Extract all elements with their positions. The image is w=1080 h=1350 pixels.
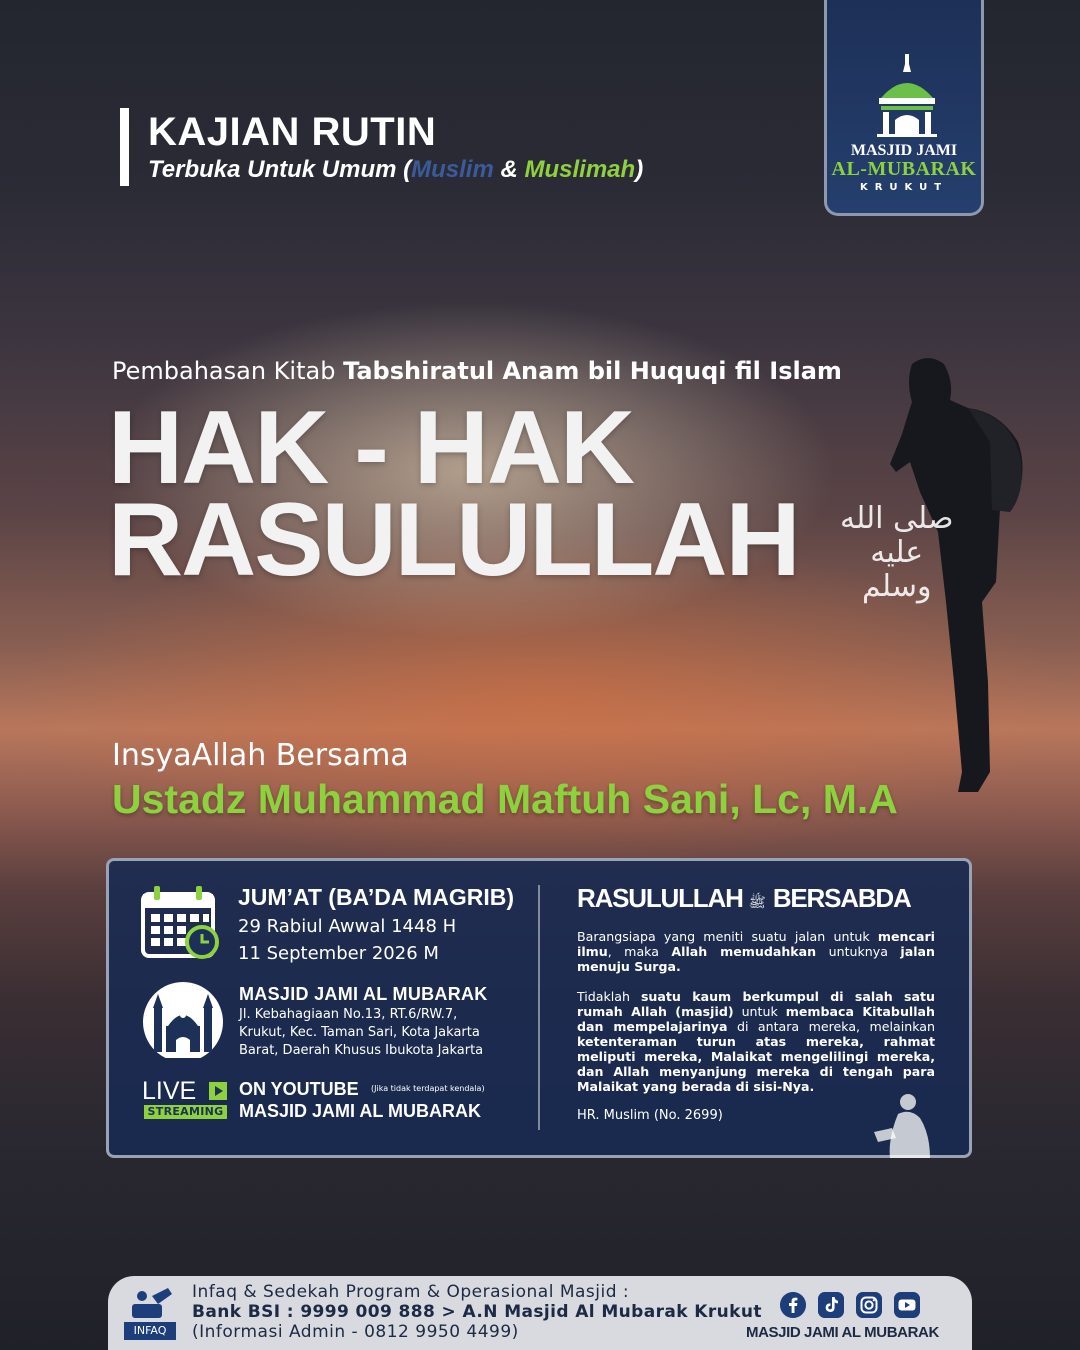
kajian-title: KAJIAN RUTIN <box>148 110 437 154</box>
hadith-source: HR. Muslim (No. 2699) <box>577 1108 723 1123</box>
p2-b: suatu kaum berkumpul di salah satu rumah Allah (masjid) <box>577 989 935 1019</box>
p1-d: Allah memudahkan <box>671 944 817 959</box>
logo-line2: AL-MUBARAK <box>831 158 977 180</box>
main-title-line1: HAK - HAK <box>108 390 634 506</box>
subtitle-prefix: Terbuka Untuk Umum ( <box>148 156 412 183</box>
p2-d: membaca Kitabullah dan mempelajarinya <box>577 1004 936 1034</box>
mosque-dome-icon <box>875 54 939 138</box>
p1-b: mencari ilmu <box>577 929 935 959</box>
p1-c: , maka <box>607 944 672 959</box>
main-title <box>108 390 799 598</box>
salawat-line1: صلى الله <box>840 501 954 536</box>
facebook-icon[interactable] <box>780 1292 806 1318</box>
event-date-masehi: 11 September 2026 M <box>238 943 439 964</box>
p2-a: Tidaklah <box>577 989 641 1004</box>
hadith-title-a: RASULULLAH <box>577 883 743 913</box>
logo-line1: MASJID JAMI <box>850 142 958 159</box>
social-icons <box>780 1292 920 1318</box>
speaker-name: Ustadz Muhammad Maftuh Sani, Lc, M.A <box>112 776 898 822</box>
hadith-paragraph-1 <box>577 929 935 974</box>
main-title-line2: RASULULLAH <box>108 482 799 598</box>
footer-admin-contact: (Informasi Admin - 0812 9950 4499) <box>192 1322 519 1342</box>
subtitle-muslimah: Muslimah <box>524 156 636 183</box>
salawat-line3: وسلم <box>861 569 932 604</box>
streaming-badge: STREAMING <box>144 1105 227 1119</box>
kitab-line <box>112 357 842 385</box>
info-divider <box>538 885 540 1130</box>
live-label: LIVE <box>142 1077 197 1105</box>
kajian-subtitle <box>148 156 643 184</box>
speaker-intro: InsyaAllah Bersama <box>112 738 409 773</box>
tiktok-icon[interactable] <box>818 1292 844 1318</box>
p2-c: untuk <box>733 1004 786 1019</box>
youtube-icon[interactable] <box>894 1292 920 1318</box>
play-icon <box>209 1082 227 1100</box>
salawat-calligraphy <box>840 502 953 604</box>
kitab-name: Tabshiratul Anam bil Huquqi fil Islam <box>343 357 842 385</box>
instagram-icon[interactable] <box>856 1292 882 1318</box>
location-address: Jl. Kebahagiaan No.13, RT.6/RW.7, Krukut, Kec. Taman Sari, Kota Jakarta Barat, Daerah Khusus Ibukota Jakarta <box>239 1007 484 1058</box>
subtitle-amp: & <box>493 156 525 183</box>
logo-line3: KRUKUT <box>859 182 949 193</box>
p1-f: jalan menuju Surga. <box>577 944 935 974</box>
live-channel: MASJID JAMI AL MUBARAK <box>239 1101 482 1121</box>
salawat-line2: عليه <box>870 535 924 570</box>
live-note: (Jika tidak terdapat kendala) <box>371 1084 485 1093</box>
location-name: MASJID JAMI AL MUBARAK <box>239 984 488 1004</box>
event-day: JUM’AT (BA’DA MAGRIB) <box>238 884 514 910</box>
social-account-label: MASJID JAMI AL MUBARAK <box>746 1324 939 1341</box>
mosque-logo <box>824 0 984 216</box>
event-date-hijri: 29 Rabiul Awwal 1448 H <box>238 916 457 937</box>
footer-line1: Infaq & Sedekah Program & Operasional Masjid : <box>192 1282 630 1302</box>
kitab-prefix: Pembahasan Kitab <box>112 357 344 385</box>
p1-a: Barangsiapa yang meniti suatu jalan untuk <box>577 929 878 944</box>
calendar-clock-icon <box>140 884 220 962</box>
live-platform: ON YOUTUBE <box>239 1079 359 1099</box>
footer-bank-account: Bank BSI : 9999 009 888 > A.N Masjid Al Mubarak Krukut <box>192 1302 762 1322</box>
header-accent-bar <box>120 108 129 186</box>
hadith-title-saw: ﷺ <box>748 894 766 910</box>
p2-e: di antara mereka, melainkan <box>727 1019 935 1034</box>
reading-person-icon <box>870 1090 938 1158</box>
p2-f: ketenteraman turun atas mereka, rahmat meliputi mereka, Malaikat mengelilingi mereka, dan Allah menyanjung mereka di tengah para Malaikat yang berada di sisi-Nya. <box>577 1034 935 1094</box>
mosque-icon <box>140 982 226 1058</box>
hadith-paragraph-2 <box>577 989 935 1094</box>
subtitle-suffix: ) <box>635 156 644 183</box>
infaq-badge: INFAQ <box>124 1322 176 1340</box>
hadith-title-b: BERSABDA <box>772 883 911 913</box>
subtitle-muslim: Muslim <box>411 156 494 183</box>
p1-e: untuknya <box>816 944 901 959</box>
hadith-title <box>577 883 911 914</box>
